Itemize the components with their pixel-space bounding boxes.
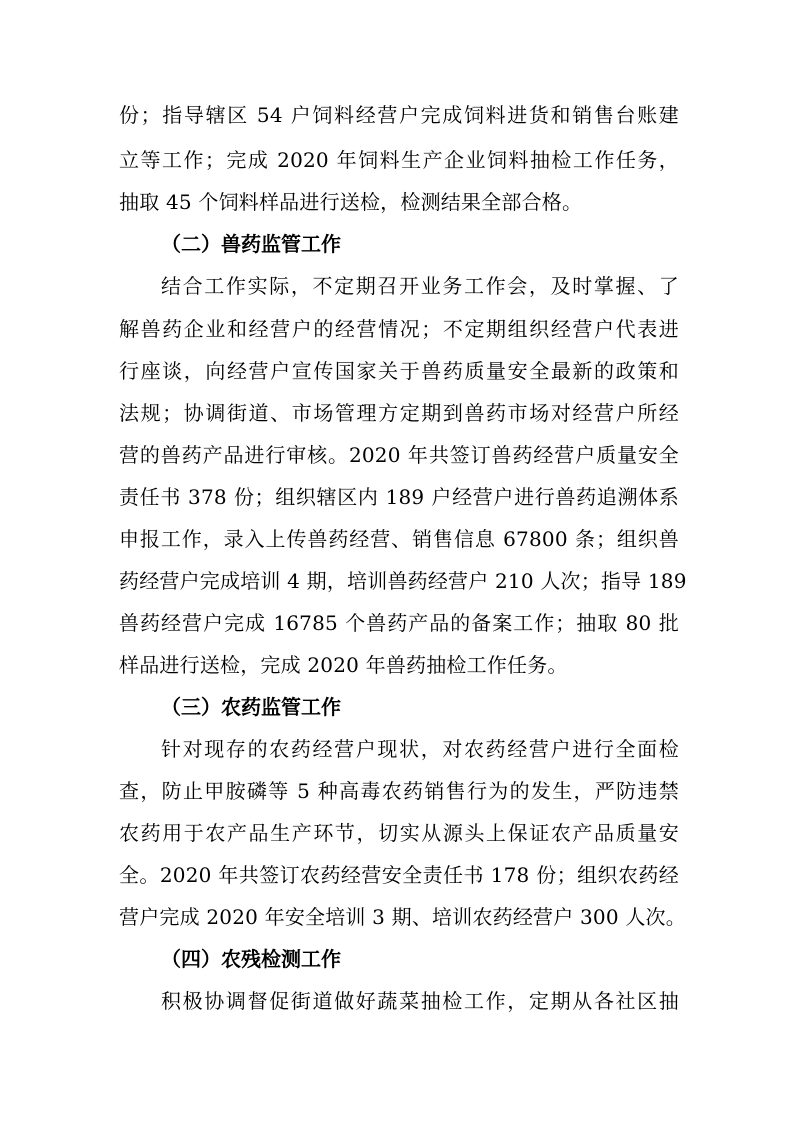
paragraph-line: 针对现存的农药经营户现状，对农药经营户进行全面检 (161, 737, 679, 761)
paragraph-line: 样品进行送检，完成 2020 年兽药抽检工作任务。 (119, 653, 568, 677)
paragraph-line: 抽取 45 个饲料样品进行送检，检测结果全部合格。 (119, 190, 583, 214)
section-heading: （四）农残检测工作 (161, 947, 341, 971)
paragraph-line: 责任书 378 份；组织辖区内 189 户经营户进行兽药追溯体系 (119, 485, 679, 509)
paragraph-line: 法规；协调街道、市场管理方定期到兽药市场对经营户所经 (119, 401, 679, 425)
paragraph-line: 营户完成 2020 年安全培训 3 期、培训农药经营户 300 人次。 (119, 905, 686, 929)
paragraph-line: 营的兽药产品进行审核。2020 年共签订兽药经营户质量安全 (119, 443, 679, 467)
paragraph-line: 行座谈，向经营户宣传国家关于兽药质量安全最新的政策和 (119, 359, 679, 383)
paragraph-line: 立等工作；完成 2020 年饲料生产企业饲料抽检工作任务， (119, 148, 679, 172)
section-heading: （三）农药监管工作 (161, 695, 341, 719)
paragraph-line: 兽药经营户完成 16785 个兽药产品的备案工作；抽取 80 批 (119, 611, 679, 635)
paragraph-line: 结合工作实际，不定期召开业务工作会，及时掌握、了 (161, 274, 679, 298)
section-heading: （二）兽药监管工作 (161, 232, 341, 256)
paragraph-line: 份；指导辖区 54 户饲料经营户完成饲料进货和销售台账建 (119, 103, 679, 127)
paragraph-line: 查，防止甲胺磷等 5 种高毒农药销售行为的发生，严防违禁 (119, 779, 679, 803)
paragraph-line: 药经营户完成培训 4 期，培训兽药经营户 210 人次；指导 189 (119, 569, 687, 593)
paragraph-line: 解兽药企业和经营户的经营情况；不定期组织经营户代表进 (119, 317, 679, 341)
paragraph-line: 积极协调督促街道做好蔬菜抽检工作，定期从各社区抽 (161, 989, 679, 1013)
paragraph-line: 农药用于农产品生产环节，切实从源头上保证农产品质量安 (119, 821, 679, 845)
paragraph-line: 全。2020 年共签订农药经营安全责任书 178 份；组织农药经 (119, 863, 679, 887)
paragraph-line: 申报工作，录入上传兽药经营、销售信息 67800 条；组织兽 (119, 527, 679, 551)
